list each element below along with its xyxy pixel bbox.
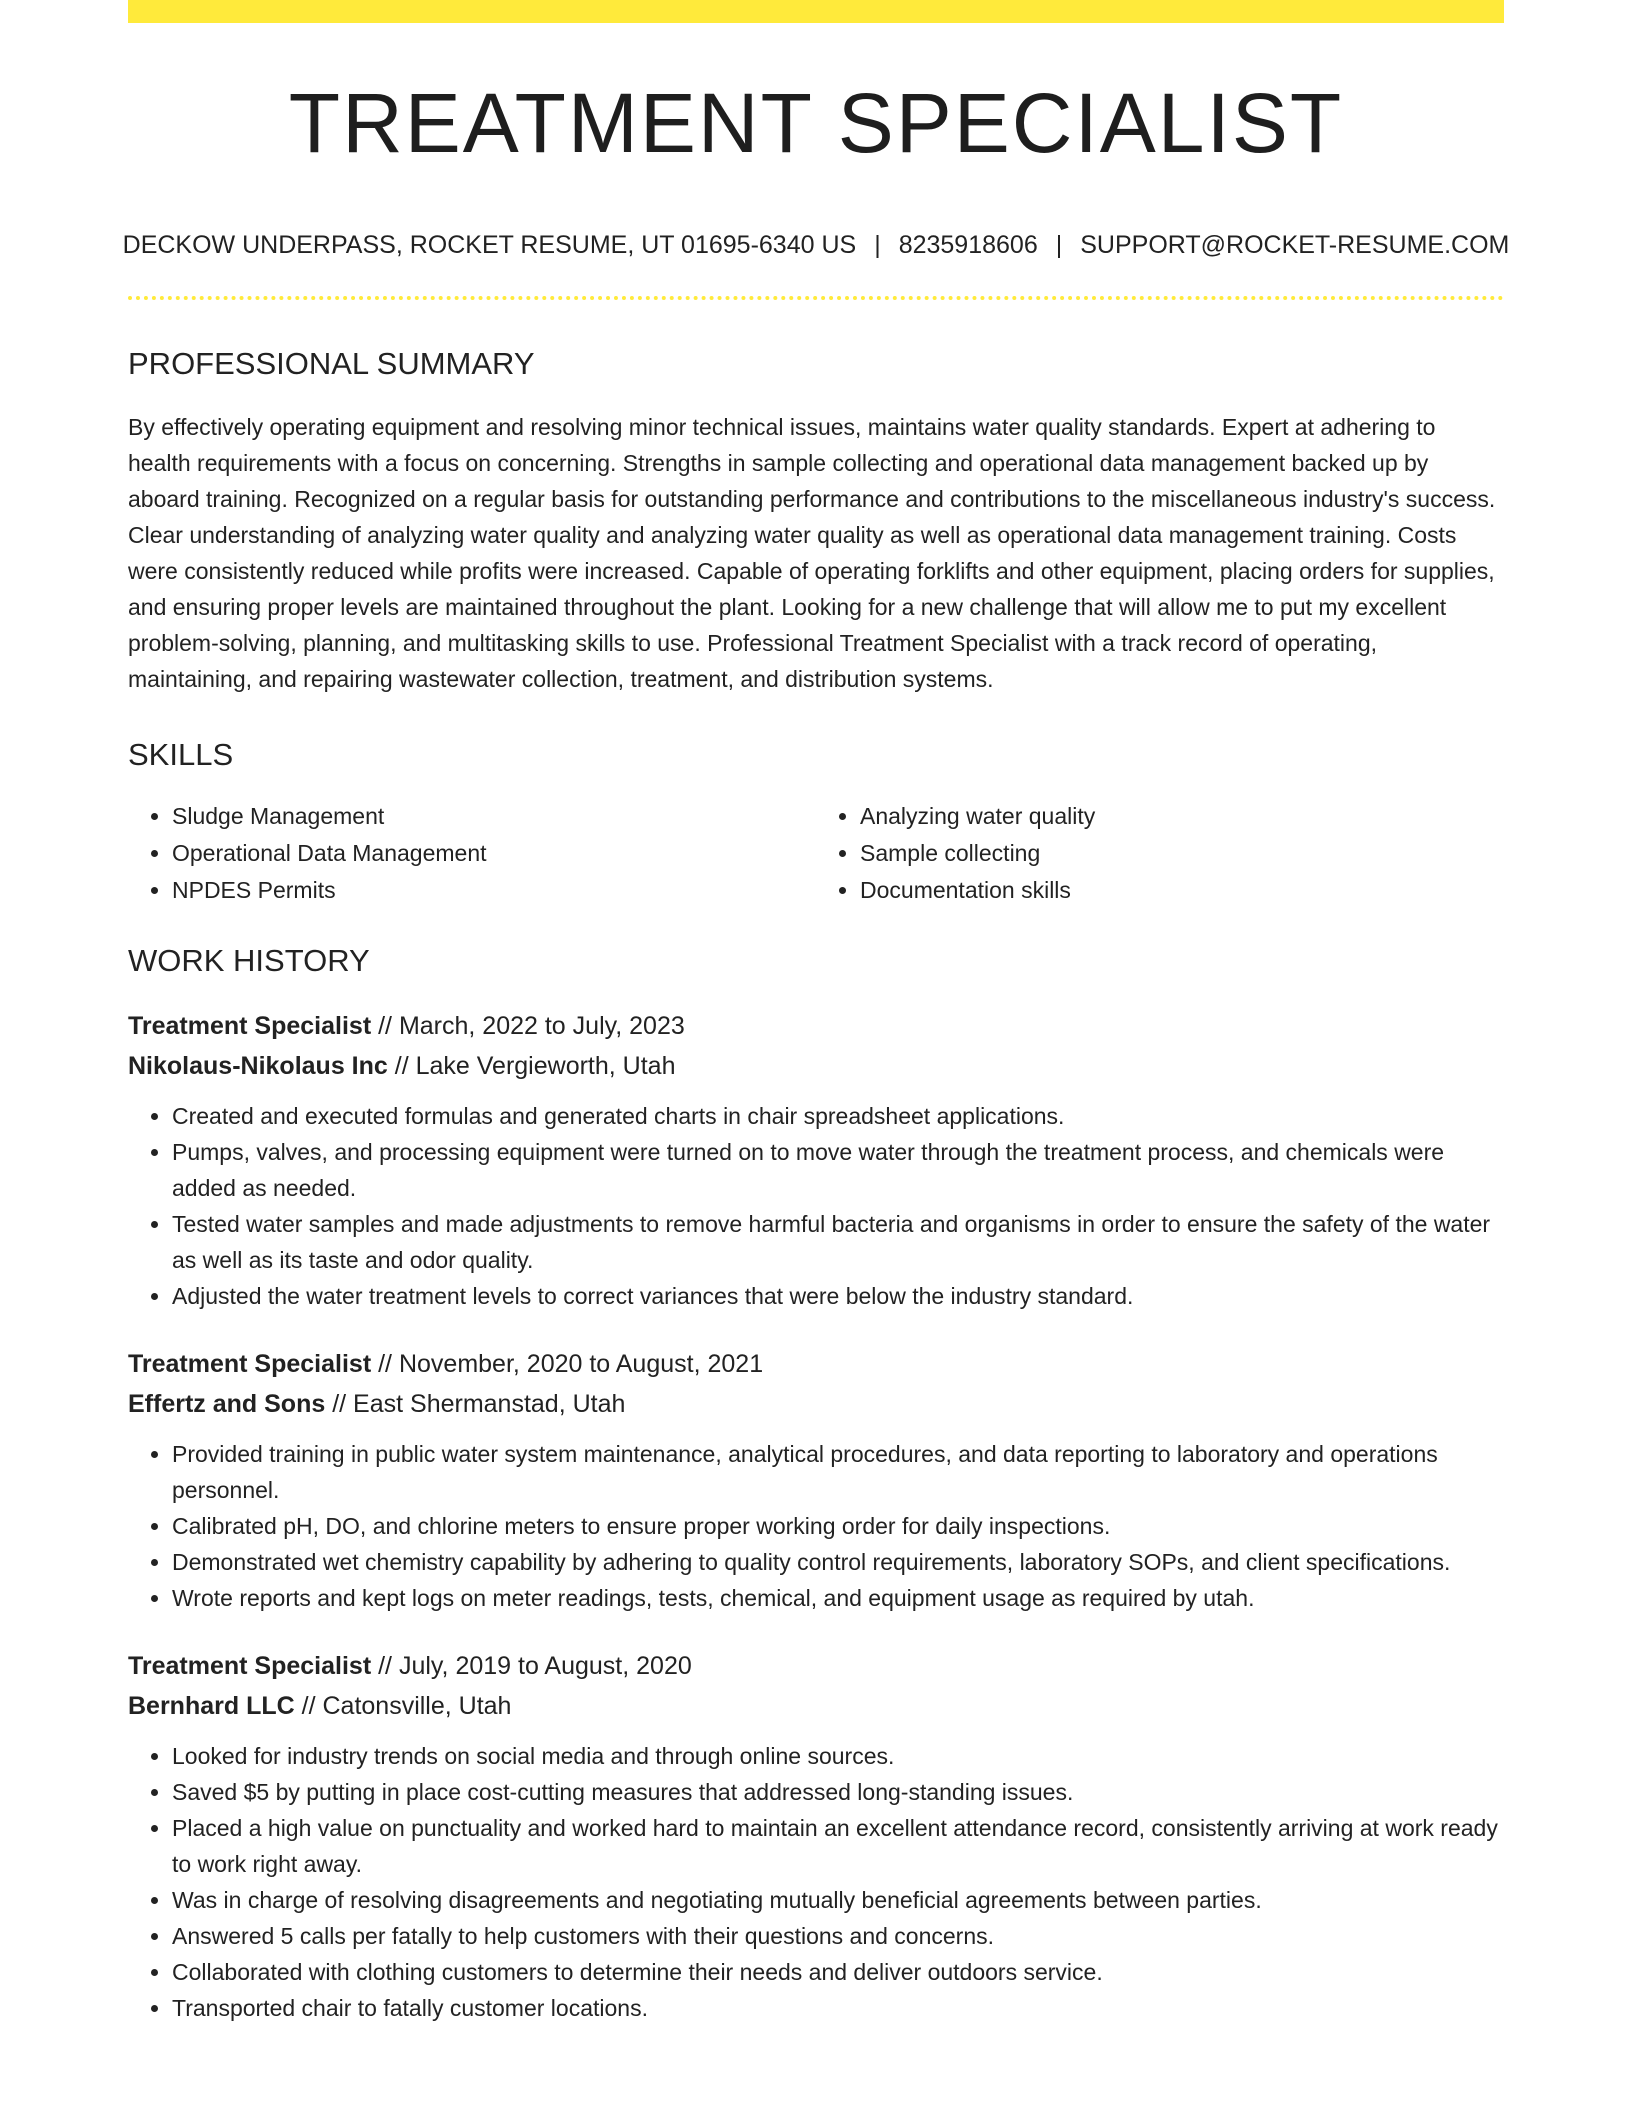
job-location: Lake Vergieworth, Utah (415, 1052, 676, 1080)
job-separator: // (325, 1390, 354, 1418)
job-separator: // (387, 1052, 416, 1080)
skills-column-left (128, 798, 816, 909)
job-location: Catonsville, Utah (322, 1692, 512, 1720)
skill-item: • Sample collecting (860, 835, 1504, 872)
job-bullets (128, 1738, 1504, 2026)
job-entry (128, 1006, 1504, 1314)
skills-column-right (816, 798, 1504, 909)
work-history-heading: WORK HISTORY (128, 943, 370, 978)
job-bullet: • Calibrated pH, DO, and chlorine meters to ensure proper working order for daily inspections. (172, 1508, 1504, 1544)
job-bullet: • Pumps, valves, and processing equipment were turned on to move water through the treatment process, and chemicals were added as needed. (172, 1134, 1504, 1206)
accent-bar (128, 0, 1504, 23)
job-entry (128, 1344, 1504, 1616)
job-bullet: • Saved $5 by putting in place cost-cutting measures that addressed long-standing issues. (172, 1774, 1504, 1810)
skill-item: • Operational Data Management (172, 835, 816, 872)
dotted-divider (128, 296, 1504, 300)
job-dates: November, 2020 to August, 2021 (398, 1350, 764, 1378)
job-bullet: • Wrote reports and kept logs on meter readings, tests, chemical, and equipment usage as required by utah. (172, 1580, 1504, 1616)
job-bullets (128, 1436, 1504, 1616)
job-title-line (128, 1646, 1504, 1686)
job-company-line (128, 1046, 1504, 1086)
resume-name: TREATMENT SPECIALIST (288, 76, 1344, 170)
job-role: Treatment Specialist (128, 1652, 372, 1680)
summary-heading: PROFESSIONAL SUMMARY (128, 346, 535, 381)
job-bullet: • Placed a high value on punctuality and worked hard to maintain an excellent attendance record, consistently arriving at work ready to work right away. (172, 1810, 1504, 1882)
contact-line (122, 231, 1510, 260)
contact-email: SUPPORT@ROCKET-RESUME.COM (1080, 231, 1510, 259)
job-dates: March, 2022 to July, 2023 (398, 1012, 685, 1040)
resume-page (122, 0, 1510, 2026)
skill-item: • Analyzing water quality (860, 798, 1504, 835)
job-company-line (128, 1384, 1504, 1424)
job-company-line (128, 1686, 1504, 1726)
job-bullets (128, 1098, 1504, 1314)
job-company: Bernhard LLC (128, 1692, 295, 1720)
job-dates: July, 2019 to August, 2020 (398, 1652, 692, 1680)
contact-separator: | (874, 231, 881, 259)
job-title-line (128, 1344, 1504, 1384)
contact-phone: 8235918606 (898, 231, 1038, 259)
job-separator: // (371, 1652, 399, 1680)
job-bullet: • Demonstrated wet chemistry capability by adhering to quality control requirements, laboratory SOPs, and client specifications. (172, 1544, 1504, 1580)
job-bullet: • Created and executed formulas and generated charts in chair spreadsheet applications. (172, 1098, 1504, 1134)
job-entry (128, 1646, 1504, 2026)
job-bullet: • Provided training in public water system maintenance, analytical procedures, and data reporting to laboratory and operations personnel. (172, 1436, 1504, 1508)
job-separator: // (371, 1350, 399, 1378)
job-bullet: • Answered 5 calls per fatally to help customers with their questions and concerns. (172, 1918, 1504, 1954)
summary-text: By effectively operating equipment and resolving minor technical issues, maintains water quality standards. Expert at adhering to health requirements with a focus on concerning. Strengths in sample collecting and operational data management backed up by aboard training. Recognized on a regular basis for outstanding performance and contributions to the miscellaneous industry's success. Clear understanding of analyzing water quality and analyzing water quality as well as operational data management training. Costs were consistently reduced while profits were increased. Capable of operating forklifts and other equipment, placing orders for supplies, and ensuring proper levels are maintained throughout the plant. Looking for a new challenge that will allow me to put my excellent problem-solving, planning, and multitasking skills to use. Professional Treatment Specialist with a track record of operating, maintaining, and repairing wastewater collection, treatment, and distribution systems. (128, 414, 1496, 692)
skill-item: • Documentation skills (860, 872, 1504, 909)
job-bullet: • Transported chair to fatally customer locations. (172, 1990, 1504, 2026)
contact-address: DECKOW UNDERPASS, ROCKET RESUME, UT 01695-6340 US (122, 231, 857, 259)
job-bullet: • Collaborated with clothing customers to determine their needs and deliver outdoors service. (172, 1954, 1504, 1990)
job-company: Effertz and Sons (128, 1390, 326, 1418)
contact-separator: | (1055, 231, 1063, 259)
job-bullet: • Adjusted the water treatment levels to correct variances that were below the industry standard. (172, 1278, 1504, 1314)
skill-item: • NPDES Permits (172, 872, 816, 909)
job-bullet: • Tested water samples and made adjustments to remove harmful bacteria and organisms in order to ensure the safety of the water as well as its taste and odor quality. (172, 1206, 1504, 1278)
job-separator: // (294, 1692, 323, 1720)
job-company: Nikolaus-Nikolaus Inc (128, 1052, 388, 1080)
job-role: Treatment Specialist (128, 1350, 372, 1378)
skill-item: • Sludge Management (172, 798, 816, 835)
job-separator: // (371, 1012, 399, 1040)
job-title-line (128, 1006, 1504, 1046)
job-location: East Shermanstad, Utah (353, 1390, 626, 1418)
skills-list (128, 798, 1504, 909)
job-bullet: • Looked for industry trends on social media and through online sources. (172, 1738, 1504, 1774)
skills-heading: SKILLS (128, 737, 234, 772)
job-bullet: • Was in charge of resolving disagreements and negotiating mutually beneficial agreements between parties. (172, 1882, 1504, 1918)
job-role: Treatment Specialist (128, 1012, 372, 1040)
